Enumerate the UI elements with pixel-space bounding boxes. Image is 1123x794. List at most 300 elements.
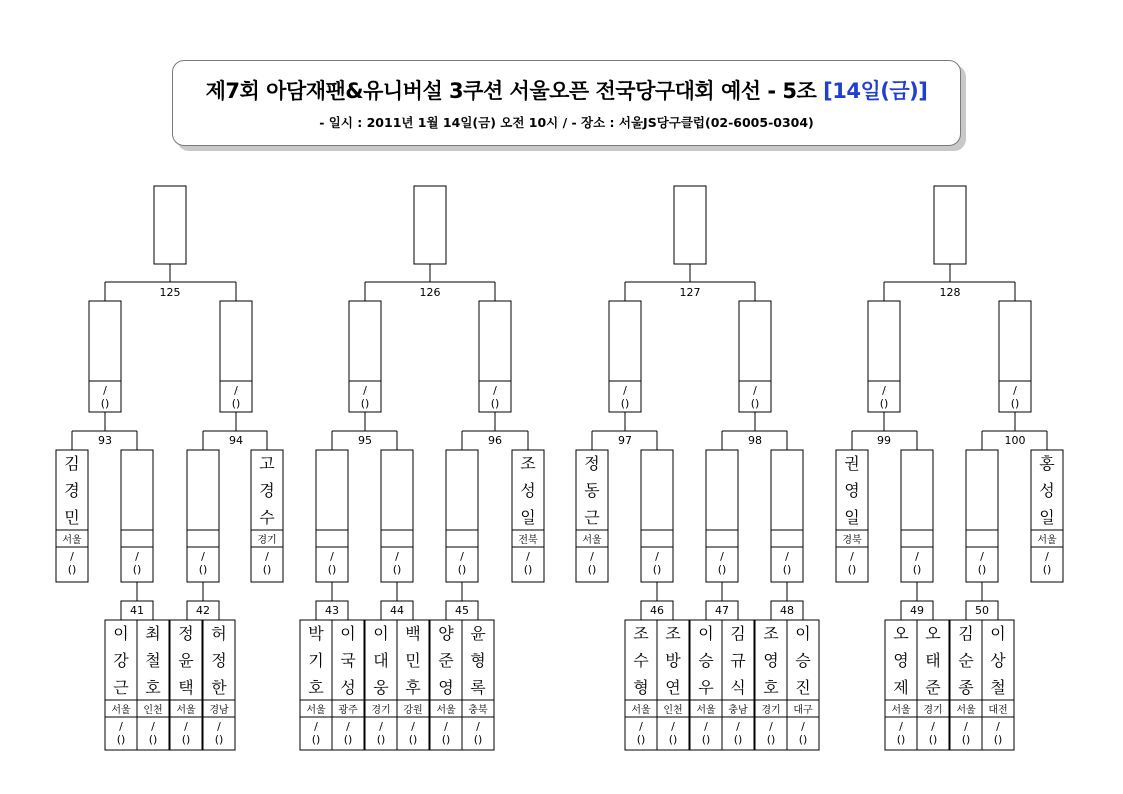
player-name xyxy=(633,624,649,697)
player-slot xyxy=(722,620,754,750)
score-slash: / xyxy=(119,720,123,733)
name-char: 상 xyxy=(990,651,1006,670)
slot-sub-box xyxy=(771,530,803,547)
name-char: 박 xyxy=(308,624,324,643)
score-paren: () xyxy=(928,733,938,746)
score-slash: / xyxy=(655,550,659,563)
score-paren: () xyxy=(766,733,776,746)
final-match-125 xyxy=(89,186,252,412)
slot-sub-box xyxy=(966,530,998,547)
final-match-127 xyxy=(609,186,771,412)
player-name xyxy=(145,624,161,697)
slot-box xyxy=(609,301,641,381)
name-char: 권 xyxy=(844,454,860,473)
score-slash: / xyxy=(526,550,530,563)
match-46 xyxy=(625,582,689,750)
score-paren: () xyxy=(701,733,711,746)
player-city: 경기 xyxy=(923,705,943,716)
player-slot xyxy=(187,450,219,582)
match-48 xyxy=(755,582,819,750)
name-char: 한 xyxy=(211,678,227,697)
score-slash: / xyxy=(330,550,334,563)
name-char: 제 xyxy=(893,678,909,697)
score-paren: () xyxy=(896,733,906,746)
player-slot xyxy=(787,620,819,750)
name-char: 우 xyxy=(698,678,714,697)
match-number: 46 xyxy=(650,604,664,617)
name-char: 철 xyxy=(145,651,161,670)
player-slot xyxy=(836,450,868,582)
slot-box xyxy=(641,450,673,530)
slot-sub-box xyxy=(641,530,673,547)
slot-box xyxy=(316,450,348,530)
score-paren: () xyxy=(360,397,370,410)
score-paren: () xyxy=(652,563,662,576)
name-char: 웅 xyxy=(373,678,389,697)
score-slash: / xyxy=(363,384,367,397)
slot-sub-box xyxy=(187,530,219,547)
match-number: 97 xyxy=(618,434,632,447)
name-char: 일 xyxy=(844,508,860,527)
match-number: 94 xyxy=(229,434,243,447)
slot-sub-box xyxy=(901,530,933,547)
score-paren: () xyxy=(376,733,386,746)
player-city: 서울 xyxy=(176,705,196,716)
slot-box xyxy=(868,301,900,381)
score-paren: () xyxy=(116,733,126,746)
name-char: 윤 xyxy=(178,651,194,670)
score-paren: () xyxy=(181,733,191,746)
score-paren: () xyxy=(327,563,337,576)
final-winner-box xyxy=(154,186,186,264)
player-city: 대전 xyxy=(988,705,1008,716)
match-41 xyxy=(105,582,169,750)
match-number: 96 xyxy=(488,434,502,447)
slot-sub-box xyxy=(316,530,348,547)
match-number: 50 xyxy=(975,604,989,617)
match-number: 93 xyxy=(98,434,112,447)
player-slot xyxy=(397,620,429,750)
name-char: 강 xyxy=(113,651,129,670)
player-city: 서울 xyxy=(306,705,326,716)
player-name xyxy=(178,624,194,697)
score-slash: / xyxy=(444,720,448,733)
name-char: 록 xyxy=(470,678,486,697)
name-char: 호 xyxy=(763,678,779,697)
name-char: 이 xyxy=(340,624,356,643)
player-name xyxy=(211,624,227,697)
score-paren: () xyxy=(993,733,1003,746)
match-93 xyxy=(56,412,153,582)
player-slot xyxy=(462,620,494,750)
match-number: 95 xyxy=(358,434,372,447)
score-slash: / xyxy=(70,550,74,563)
slot-box xyxy=(89,301,121,381)
final-winner-box xyxy=(414,186,446,264)
player-name xyxy=(584,454,600,527)
score-paren: () xyxy=(912,563,922,576)
slot-box xyxy=(771,450,803,530)
player-city: 인천 xyxy=(663,705,683,716)
score-slash: / xyxy=(217,720,221,733)
match-98 xyxy=(706,412,803,582)
player-slot xyxy=(56,450,88,582)
score-paren: () xyxy=(782,563,792,576)
final-winner-box xyxy=(674,186,706,264)
name-char: 민 xyxy=(64,508,80,527)
score-paren: () xyxy=(1010,397,1020,410)
name-char: 민 xyxy=(405,651,421,670)
player-name xyxy=(990,624,1006,697)
name-char: 이 xyxy=(990,624,1006,643)
name-char: 일 xyxy=(520,508,536,527)
name-char: 방 xyxy=(665,651,681,670)
score-slash: / xyxy=(103,384,107,397)
player-city: 광주 xyxy=(338,705,358,716)
score-slash: / xyxy=(1013,384,1017,397)
score-slash: / xyxy=(476,720,480,733)
player-slot xyxy=(966,450,998,582)
player-city: 경기 xyxy=(761,705,781,716)
score-slash: / xyxy=(135,550,139,563)
name-char: 승 xyxy=(698,651,714,670)
name-char: 근 xyxy=(113,678,129,697)
score-paren: () xyxy=(523,563,533,576)
score-paren: () xyxy=(961,733,971,746)
slot-box xyxy=(739,301,771,381)
semi-slot xyxy=(868,301,900,412)
match-number: 48 xyxy=(780,604,794,617)
semi-slot xyxy=(220,301,252,412)
match-43 xyxy=(300,582,364,750)
score-paren: () xyxy=(490,397,500,410)
match-47 xyxy=(690,582,754,750)
player-name xyxy=(259,454,275,527)
player-city: 충북 xyxy=(468,705,488,716)
player-slot xyxy=(251,450,283,582)
name-char: 국 xyxy=(340,651,356,670)
score-paren: () xyxy=(717,563,727,576)
score-slash: / xyxy=(395,550,399,563)
player-name xyxy=(893,624,909,697)
player-slot xyxy=(381,450,413,582)
match-number: 45 xyxy=(455,604,469,617)
name-char: 허 xyxy=(211,624,227,643)
name-char: 승 xyxy=(795,651,811,670)
player-name xyxy=(373,624,389,697)
match-number: 44 xyxy=(390,604,404,617)
match-97 xyxy=(576,412,673,582)
name-char: 조 xyxy=(665,624,681,643)
score-paren: () xyxy=(262,563,272,576)
score-slash: / xyxy=(201,550,205,563)
name-char: 정 xyxy=(178,624,194,643)
score-slash: / xyxy=(671,720,675,733)
score-slash: / xyxy=(964,720,968,733)
name-char: 근 xyxy=(584,508,600,527)
match-number: 47 xyxy=(715,604,729,617)
match-95 xyxy=(316,412,413,582)
player-slot xyxy=(446,450,478,582)
name-char: 정 xyxy=(211,651,227,670)
match-number: 98 xyxy=(748,434,762,447)
slot-box xyxy=(706,450,738,530)
slot-box xyxy=(999,301,1031,381)
name-char: 수 xyxy=(633,651,649,670)
player-name xyxy=(64,454,79,527)
slot-box xyxy=(446,450,478,530)
name-char: 규 xyxy=(730,651,746,670)
score-slash: / xyxy=(753,384,757,397)
name-char: 영 xyxy=(844,481,860,500)
final-match-126 xyxy=(349,186,511,412)
score-slash: / xyxy=(996,720,1000,733)
name-char: 후 xyxy=(405,678,421,697)
score-paren: () xyxy=(441,733,451,746)
final-winner-box xyxy=(934,186,966,264)
name-char: 최 xyxy=(145,624,161,643)
name-char: 정 xyxy=(584,454,600,473)
score-paren: () xyxy=(132,563,142,576)
score-slash: / xyxy=(720,550,724,563)
match-96 xyxy=(446,412,544,582)
player-slot xyxy=(625,620,657,750)
name-char: 수 xyxy=(259,508,275,527)
player-city: 인천 xyxy=(143,705,163,716)
score-slash: / xyxy=(801,720,805,733)
name-char: 연 xyxy=(665,678,681,697)
slot-box xyxy=(381,450,413,530)
player-slot xyxy=(316,450,348,582)
score-paren: () xyxy=(231,397,241,410)
match-50 xyxy=(950,582,1014,750)
score-paren: () xyxy=(587,563,597,576)
player-city: 서울 xyxy=(696,705,716,716)
name-char: 영 xyxy=(893,651,909,670)
score-paren: () xyxy=(148,733,158,746)
score-slash: / xyxy=(1045,550,1049,563)
score-paren: () xyxy=(977,563,987,576)
match-number: 43 xyxy=(325,604,339,617)
semi-slot xyxy=(999,301,1031,412)
match-44 xyxy=(365,582,429,750)
name-char: 윤 xyxy=(470,624,486,643)
player-slot xyxy=(657,620,689,750)
player-slot xyxy=(203,620,235,750)
score-slash: / xyxy=(234,384,238,397)
name-char: 택 xyxy=(178,678,194,697)
score-slash: / xyxy=(769,720,773,733)
score-slash: / xyxy=(931,720,935,733)
name-char: 성 xyxy=(520,481,536,500)
name-char: 진 xyxy=(795,678,811,697)
name-char: 호 xyxy=(308,678,324,697)
score-paren: () xyxy=(668,733,678,746)
name-char: 성 xyxy=(1039,481,1055,500)
score-paren: () xyxy=(636,733,646,746)
player-city: 대구 xyxy=(793,705,813,716)
score-slash: / xyxy=(493,384,497,397)
player-name xyxy=(113,624,129,697)
player-slot xyxy=(512,450,544,582)
name-char: 태 xyxy=(925,651,941,670)
match-number: 126 xyxy=(419,286,441,299)
score-slash: / xyxy=(915,550,919,563)
score-paren: () xyxy=(311,733,321,746)
player-city: 강원 xyxy=(403,705,423,716)
score-paren: () xyxy=(879,397,889,410)
player-slot xyxy=(982,620,1014,750)
match-number: 99 xyxy=(877,434,891,447)
match-94 xyxy=(187,412,283,582)
player-name xyxy=(340,624,356,697)
player-slot xyxy=(755,620,787,750)
slot-box xyxy=(479,301,511,381)
name-char: 호 xyxy=(145,678,161,697)
player-slot xyxy=(690,620,722,750)
score-paren: () xyxy=(214,733,224,746)
name-char: 기 xyxy=(308,651,324,670)
title-date: [14일(금)] xyxy=(823,79,928,103)
player-name xyxy=(795,624,811,697)
name-char: 백 xyxy=(405,624,421,643)
name-char: 홍 xyxy=(1039,454,1055,473)
player-name xyxy=(925,624,941,697)
slot-sub-box xyxy=(121,530,153,547)
match-number: 42 xyxy=(196,604,210,617)
score-paren: () xyxy=(733,733,743,746)
name-char: 이 xyxy=(698,624,714,643)
player-slot xyxy=(121,450,153,582)
player-slot xyxy=(641,450,673,582)
title-main: 제7회 아담재팬&유니버설 3쿠션 서울오픈 전국당구대회 예선 - 5조 xyxy=(205,79,817,103)
slot-box xyxy=(220,301,252,381)
player-name xyxy=(470,624,486,697)
player-city: 서울 xyxy=(582,535,602,546)
player-city: 충남 xyxy=(728,705,748,716)
player-name xyxy=(1039,454,1055,527)
score-slash: / xyxy=(623,384,627,397)
name-char: 형 xyxy=(470,651,486,670)
player-slot xyxy=(365,620,397,750)
slot-box xyxy=(187,450,219,530)
player-slot xyxy=(300,620,332,750)
player-city: 경기 xyxy=(371,705,391,716)
name-char: 종 xyxy=(958,678,974,697)
player-slot xyxy=(1031,450,1063,582)
score-slash: / xyxy=(411,720,415,733)
name-char: 조 xyxy=(520,454,536,473)
name-char: 양 xyxy=(438,624,454,643)
player-name xyxy=(665,624,681,697)
match-100 xyxy=(966,412,1063,582)
player-city: 경북 xyxy=(842,535,862,546)
match-99 xyxy=(836,412,933,582)
player-name xyxy=(763,624,779,697)
match-number: 128 xyxy=(939,286,961,299)
score-slash: / xyxy=(899,720,903,733)
player-city: 서울 xyxy=(956,705,976,716)
name-char: 조 xyxy=(763,624,779,643)
name-char: 고 xyxy=(259,454,275,473)
score-slash: / xyxy=(184,720,188,733)
name-char: 형 xyxy=(633,678,649,697)
player-name xyxy=(698,624,714,697)
name-char: 이 xyxy=(373,624,389,643)
score-slash: / xyxy=(850,550,854,563)
player-city: 서울 xyxy=(631,705,651,716)
player-city: 경기 xyxy=(257,535,277,546)
match-number: 125 xyxy=(159,286,181,299)
score-slash: / xyxy=(704,720,708,733)
semi-slot xyxy=(479,301,511,412)
name-char: 영 xyxy=(763,651,779,670)
score-paren: () xyxy=(100,397,110,410)
name-char: 식 xyxy=(730,678,746,697)
name-char: 오 xyxy=(925,624,941,643)
name-char: 동 xyxy=(584,481,600,500)
player-city: 서울 xyxy=(1037,535,1057,546)
score-slash: / xyxy=(785,550,789,563)
score-slash: / xyxy=(590,550,594,563)
slot-box xyxy=(121,450,153,530)
player-city: 서울 xyxy=(111,705,131,716)
name-char: 경 xyxy=(64,481,80,500)
final-match-128 xyxy=(868,186,1031,412)
score-paren: () xyxy=(392,563,402,576)
semi-slot xyxy=(349,301,381,412)
player-name xyxy=(844,454,859,527)
slot-sub-box xyxy=(446,530,478,547)
player-slot xyxy=(885,620,917,750)
player-city: 전북 xyxy=(518,535,538,546)
name-char: 김 xyxy=(958,624,974,643)
score-paren: () xyxy=(620,397,630,410)
name-char: 일 xyxy=(1039,508,1055,527)
score-slash: / xyxy=(346,720,350,733)
player-slot xyxy=(332,620,364,750)
player-slot xyxy=(170,620,202,750)
slot-sub-box xyxy=(706,530,738,547)
player-name xyxy=(438,624,454,697)
player-city: 서울 xyxy=(62,535,82,546)
score-paren: () xyxy=(798,733,808,746)
score-slash: / xyxy=(265,550,269,563)
slot-box xyxy=(349,301,381,381)
score-paren: () xyxy=(457,563,467,576)
player-slot xyxy=(771,450,803,582)
player-name xyxy=(308,624,324,697)
score-paren: () xyxy=(473,733,483,746)
match-number: 127 xyxy=(679,286,701,299)
name-char: 순 xyxy=(958,651,974,670)
semi-slot xyxy=(609,301,641,412)
name-char: 준 xyxy=(925,678,941,697)
score-slash: / xyxy=(460,550,464,563)
score-slash: / xyxy=(736,720,740,733)
name-char: 이 xyxy=(113,624,129,643)
name-char: 대 xyxy=(373,651,389,670)
semi-slot xyxy=(739,301,771,412)
player-name xyxy=(405,624,421,697)
match-45 xyxy=(430,582,494,750)
match-number: 49 xyxy=(910,604,924,617)
name-char: 영 xyxy=(438,678,454,697)
score-paren: () xyxy=(847,563,857,576)
name-char: 철 xyxy=(990,678,1006,697)
score-slash: / xyxy=(314,720,318,733)
player-slot xyxy=(706,450,738,582)
